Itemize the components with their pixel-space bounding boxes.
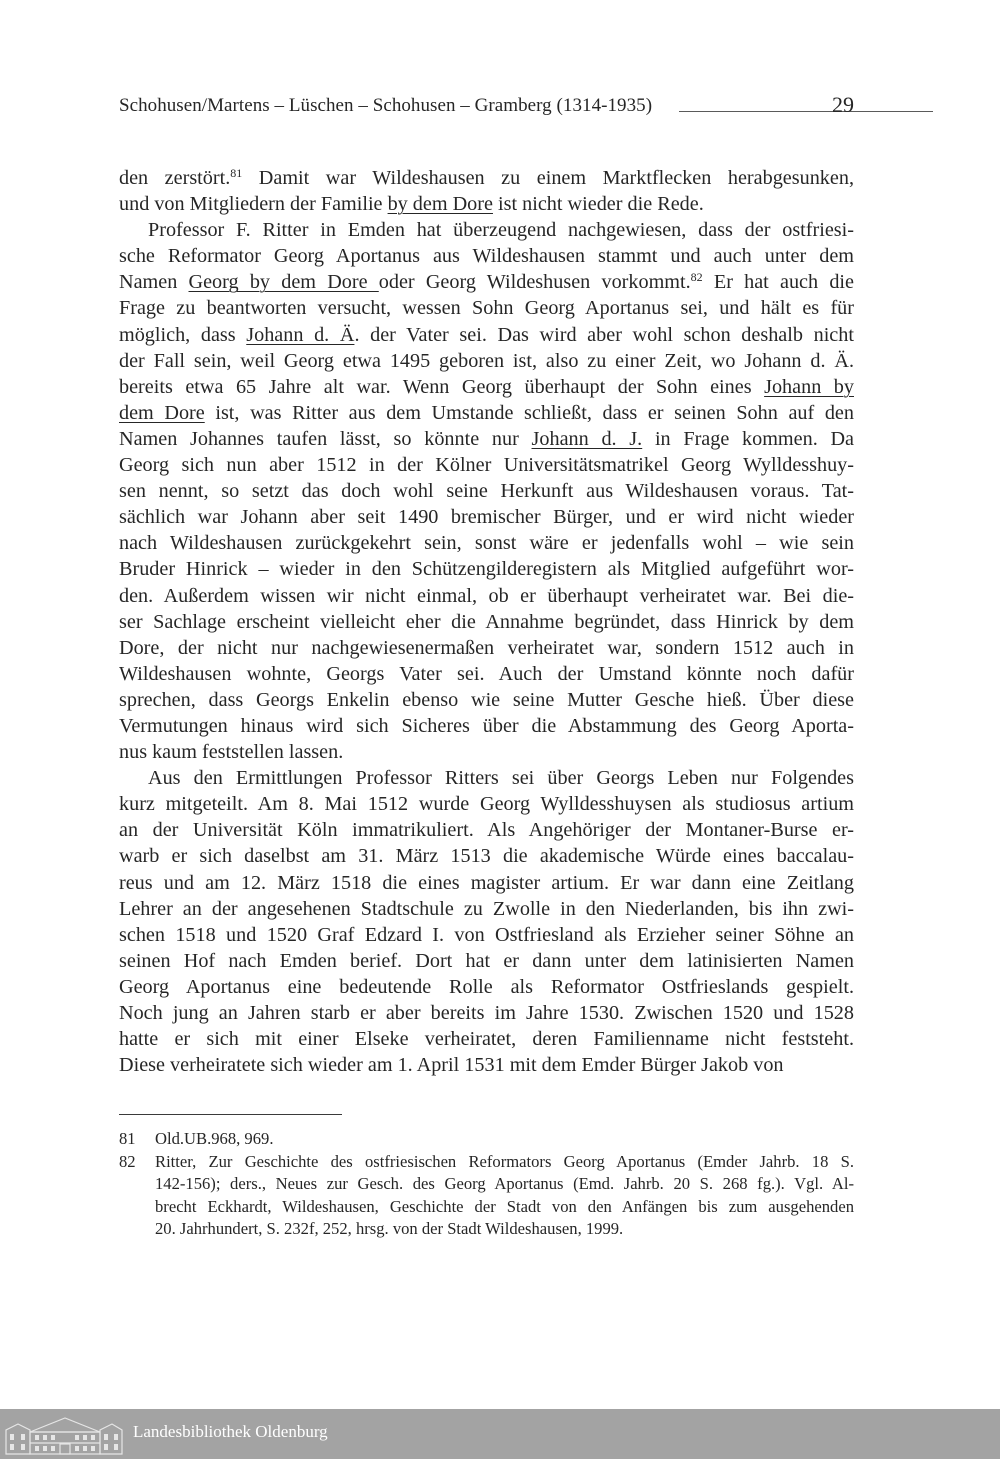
page-number: 29 bbox=[832, 92, 854, 117]
text-run: reus und am 12. März 1518 die eines magister artium. Er war dann eine Zeitlang bbox=[119, 871, 854, 894]
text-line bbox=[119, 165, 854, 191]
text-run: Dore, der nicht nur nachgewiesenermaßen verheiratet war, sondern 1512 auch in bbox=[119, 636, 854, 659]
paragraph bbox=[119, 217, 854, 765]
text-line bbox=[119, 348, 854, 374]
footnote-marker: 81 bbox=[230, 166, 243, 180]
paragraph bbox=[119, 765, 854, 1078]
body-text bbox=[119, 165, 854, 1078]
text-run: und von Mitgliedern der Familie bbox=[119, 193, 388, 216]
text-line bbox=[119, 583, 854, 609]
text-run: der Fall sein, weil Georg etwa 1495 geboren ist, also zu einer Zeit, wo Johann d. Ä. bbox=[119, 349, 854, 372]
text-run: Frage zu beantworten versucht, wessen Sohn Georg Aportanus sei, und hält es für bbox=[119, 297, 854, 320]
footnote-line: 20. Jahrhundert, S. 232f, 252, hrsg. von der Stadt Wildeshausen, 1999. bbox=[155, 1219, 624, 1239]
text-line bbox=[119, 295, 854, 321]
text-line bbox=[119, 739, 854, 765]
text-run: sprechen, dass Georgs Enkelin ebenso wie seine Mutter Gesche hieß. Über diese bbox=[119, 688, 854, 711]
text-run: Vermutungen hinaus wird sich Sicheres über die Abstammung des Georg Aporta- bbox=[119, 714, 854, 737]
text-line bbox=[119, 556, 854, 582]
text-run: den zerstört. bbox=[119, 167, 231, 189]
footnote-line: Ritter, Zur Geschichte des ostfriesischen Reformators Georg Aportanus (Emder Jahrb. 18 S. bbox=[155, 1151, 854, 1171]
text-run: möglich, dass bbox=[119, 323, 247, 346]
text-line bbox=[119, 1052, 854, 1078]
text-line bbox=[119, 426, 854, 452]
text-line bbox=[119, 530, 854, 556]
text-line bbox=[119, 687, 854, 713]
text-line bbox=[119, 1026, 854, 1052]
text-run: Damit war Wildeshausen zu einem Marktflecken herabgesunken, bbox=[242, 167, 854, 189]
text-run: Namen bbox=[119, 271, 189, 294]
text-run: ser Sachlage erscheint vielleicht eher die Annahme begründet, dass Hinrick by dem bbox=[119, 610, 854, 633]
text-line bbox=[119, 661, 854, 687]
text-line bbox=[119, 504, 854, 530]
footnote bbox=[119, 1128, 854, 1151]
text-run: Diese verheiratete sich wieder am 1. April 1531 mit dem Emder Bürger Jakob von bbox=[119, 1054, 784, 1077]
text-run: sächlich war Johann aber seit 1490 bremischer Bürger, und er wird nicht wieder bbox=[119, 506, 854, 529]
text-line bbox=[119, 191, 854, 217]
text-line bbox=[119, 948, 854, 974]
text-run: Georg Aportanus eine bedeutende Rolle als Reformator Ostfrieslands gespielt. bbox=[119, 975, 854, 998]
footer-label: Landesbibliothek Oldenburg bbox=[133, 1422, 328, 1441]
underlined-name: by dem Dore bbox=[387, 193, 493, 216]
text-line bbox=[119, 478, 854, 504]
text-run: bereits etwa 65 Jahre alt war. Wenn Georg überhaupt der Sohn eines bbox=[119, 375, 765, 398]
text-run: Namen Johannes taufen lässt, so könnte nur bbox=[119, 427, 532, 450]
footnote-line: Old.UB.968, 969. bbox=[155, 1129, 274, 1148]
text-run: oder Georg Wildeshusen vorkommt. bbox=[378, 271, 691, 294]
text-line bbox=[119, 635, 854, 661]
text-run: seinen Hof nach Emden berief. Dort hat er dann unter dem latinisierten Namen bbox=[119, 949, 854, 972]
text-run: ist, was Ritter aus dem Umstande schließt, dass er seinen Sohn auf den bbox=[204, 401, 854, 424]
footnote-number: 81 bbox=[119, 1129, 136, 1148]
text-line bbox=[119, 400, 854, 426]
text-run: schen 1518 und 1520 Graf Edzard I. von Ostfriesland als Erzieher seiner Söhne an bbox=[119, 923, 854, 946]
text-line bbox=[119, 843, 854, 869]
text-run: nach Wildeshausen zurückgekehrt sein, sonst wäre er jedenfalls wohl – wie sein bbox=[119, 532, 854, 555]
text-run: in Frage kommen. Da bbox=[642, 427, 854, 450]
footnote bbox=[119, 1151, 854, 1241]
text-line bbox=[119, 870, 854, 896]
text-run: kurz mitgeteilt. Am 8. Mai 1512 wurde Georg Wylldesshuysen als studiosus artium bbox=[119, 793, 854, 816]
underlined-name: Johann d. J. bbox=[531, 427, 643, 450]
text-run: Wildeshausen wohnte, Georgs Vater sei. Auch der Umstand könnte noch dafür bbox=[119, 662, 854, 685]
text-line bbox=[119, 322, 854, 348]
underlined-name: dem Dore bbox=[119, 401, 205, 424]
text-run: Georg sich nun aber 1512 in der Kölner Universitätsmatrikel Georg Wylldesshuy- bbox=[119, 454, 854, 477]
footnote-number: 82 bbox=[119, 1151, 136, 1171]
running-header bbox=[119, 92, 854, 120]
text-line bbox=[119, 922, 854, 948]
text-line bbox=[119, 609, 854, 635]
text-run: sen nennt, so setzt das doch wohl seine Herkunft aus Wildeshausen voraus. Tat- bbox=[119, 480, 854, 503]
text-line bbox=[119, 765, 854, 791]
text-run: Lehrer an der angesehenen Stadtschule zu Zwolle in den Niederlanden, bis ihn zwi- bbox=[119, 897, 854, 920]
text-line bbox=[119, 713, 854, 739]
text-run: nus kaum feststellen lassen. bbox=[119, 741, 344, 764]
header-title: Schohusen/Martens – Lüschen – Schohusen – Gramberg (1314-1935) bbox=[119, 95, 653, 116]
text-run: Bruder Hinrick – wieder in den Schützengilderegistern als Mitglied aufgeführt wor- bbox=[119, 558, 854, 581]
footnote-line: brecht Eckhardt, Wildeshausen, Geschichte der Stadt von den Anfängen bis zum ausgehenden bbox=[155, 1196, 854, 1216]
text-line bbox=[119, 217, 854, 243]
footnotes bbox=[119, 1128, 854, 1241]
text-run: warb er sich daselbst am 31. März 1513 die akademische Würde eines baccalau- bbox=[119, 845, 854, 868]
header-rule bbox=[679, 111, 933, 112]
text-line bbox=[119, 1000, 854, 1026]
text-line bbox=[119, 243, 854, 269]
footnote-marker: 82 bbox=[690, 270, 703, 285]
text-line bbox=[119, 452, 854, 478]
text-run: ist nicht wieder die Rede. bbox=[492, 193, 704, 216]
text-run: sche Reformator Georg Aportanus aus Wildeshausen stammt und auch unter dem bbox=[119, 245, 854, 268]
library-building-icon bbox=[4, 1412, 124, 1456]
text-run: Noch jung an Jahren starb er aber bereits im Jahre 1530. Zwischen 1520 und 1528 bbox=[119, 1002, 854, 1024]
underlined-name: Johann d. Ä bbox=[246, 323, 355, 346]
underlined-name: Johann by bbox=[764, 375, 854, 398]
underlined-name: Georg by dem Dore bbox=[188, 271, 379, 294]
footer-bar bbox=[0, 1409, 1000, 1459]
text-run: Er hat auch die bbox=[702, 271, 854, 294]
text-run: an der Universität Köln immatrikuliert. Als Angehöriger der Montaner-Burse er- bbox=[119, 819, 854, 842]
paragraph bbox=[119, 165, 854, 217]
text-line bbox=[119, 374, 854, 400]
text-line bbox=[119, 974, 854, 1000]
text-line bbox=[119, 817, 854, 843]
text-run: Professor F. Ritter in Emden hat überzeugend nachgewiesen, dass der ostfriesi- bbox=[148, 219, 854, 242]
footnote-line: 142-156); ders., Neues zur Gesch. des Georg Aportanus (Emd. Jahrb. 20 S. 268 fg.). Vgl. Al- bbox=[155, 1174, 854, 1194]
text-line bbox=[119, 791, 854, 817]
footnote-separator bbox=[119, 1114, 342, 1115]
text-run: . der Vater sei. Das wird aber wohl schon deshalb nicht bbox=[354, 323, 854, 346]
text-line bbox=[119, 896, 854, 922]
text-line bbox=[119, 269, 854, 295]
text-run: hatte er sich mit einer Elseke verheiratet, deren Familienname nicht feststeht. bbox=[119, 1028, 854, 1051]
text-run: Aus den Ermittlungen Professor Ritters sei über Georgs Leben nur Folgendes bbox=[148, 767, 854, 790]
text-run: den. Außerdem wissen wir nicht einmal, ob er überhaupt verheiratet war. Bei die- bbox=[119, 584, 854, 607]
